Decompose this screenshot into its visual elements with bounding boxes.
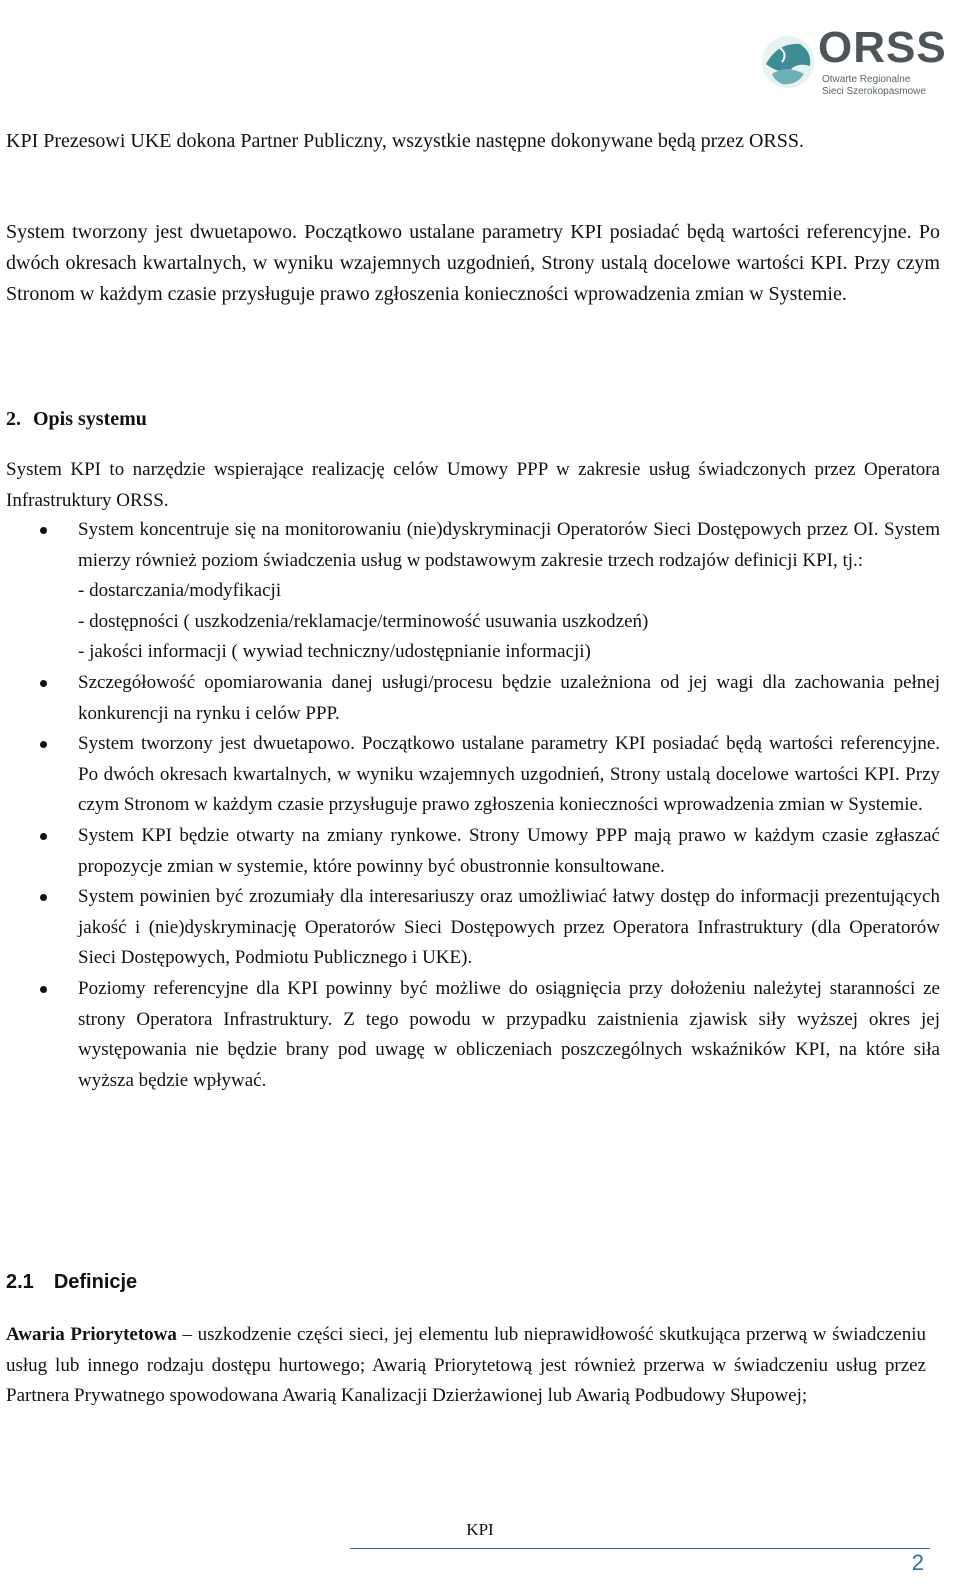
list-item (0, 974, 940, 1096)
definition-term: Awaria Priorytetowa (6, 1324, 177, 1345)
bullet-icon (40, 741, 47, 748)
bullet-icon (40, 527, 47, 534)
list-item-text: Poziomy referencyjne dla KPI powinny być możliwe do osiągnięcia przy dołożeniu należytej staranności ze strony Operatora Infrastruktury. Z tego powodu w przypadku zaistnienia zjawisk siły wyższej okres jej występowania nie będzie brany pod uwagę w obliczeniach poszczególnych wskaźników KPI, na które siła wyższa będzie wpływać. (78, 977, 940, 1091)
bullet-icon (40, 986, 47, 993)
list-item-text: System koncentruje się na monitorowaniu (nie)dyskryminacji Operatorów Sieci Dostępowych przez OI. System mierzy również poziom świadczenia usług w podstawowym zakresie trzech rodzajów definicji KPI, tj.: (78, 519, 940, 571)
definition-paragraph (6, 1320, 926, 1412)
list-item (0, 668, 940, 729)
section-heading-2-1 (6, 1267, 137, 1297)
definition-dash: – (176, 1324, 198, 1345)
list-item (0, 729, 940, 821)
sub-item: - dostępności ( uszkodzenia/reklamacje/terminowość usuwania uszkodzeń) (78, 610, 649, 632)
list-item-text: System powinien być zrozumiały dla interesariuszy oraz umożliwiać łatwy dostęp do informacji prezentujących jakość i (nie)dyskryminację Operatorów Sieci Dostępowych przez Operatora Infrastruktury (dla Operatorów Sieci Dostępowych, Podmiotu Publicznego i UKE). (78, 886, 940, 969)
globe-icon (760, 34, 816, 90)
list-item (0, 821, 940, 882)
list-item (0, 882, 940, 974)
section-number: 2. (6, 408, 21, 430)
section-title: Definicje (53, 1271, 138, 1293)
paragraph-kpi-prezes: KPI Prezesowi UKE dokona Partner Publiczny, wszystkie następne dokonywane będą przez ORSS. (6, 130, 804, 152)
footer-label: KPI (466, 1520, 494, 1539)
definition-text: uszkodzenie części sieci, jej elementu lub nieprawidłowość skutkująca przerwą w świadczeniu usług lub innego rodzaju dostępu hurtowego; Awarią Priorytetową jest również przerwa w świadczeniu usług przez Partnera Prywatnego spowodowana Awarią Kanalizacji Dzierżawionej lub Awarią Podbudowy Słupowej; (6, 1324, 927, 1407)
logo-subtitle-line1: Otwarte Regionalne (822, 74, 911, 85)
bullet-icon (40, 680, 47, 687)
sub-item: - dostarczania/modyfikacji (78, 580, 282, 602)
list-item-text: System KPI będzie otwarty na zmiany rynkowe. Strony Umowy PPP mają prawo w każdym czasie zgłaszać propozycje zmian w systemie, które powinny być obustronnie konsultowane. (78, 824, 940, 877)
bullet-list (0, 515, 940, 1096)
paragraph-system-two-stage: System tworzony jest dwuetapowo. Początkowo ustalane parametry KPI posiadać będą wartości referencyjne. Po dwóch okresach kwartalnych, w wyniku wzajemnych uzgodnień, Strony ustalą docelowe wartości KPI. Przy czym Stronom w każdym czasie przysługuje prawo zgłoszenia konieczności wprowadzenia zmian w Systemie. (6, 221, 940, 305)
section-title: Opis systemu (33, 408, 147, 430)
footer-divider (350, 1548, 930, 1549)
orss-logo (752, 12, 952, 98)
logo-subtitle-line2: Sieci Szerokopasmowe (822, 86, 926, 97)
bullet-icon (40, 894, 47, 901)
bullet-icon (40, 833, 47, 840)
list-item-text: Szczegółowość opomiarowania danej usługi/procesu będzie uzależniona od jej wagi dla zachowania pełnej konkurencji na rynku i celów PPP. (78, 671, 940, 724)
list-item (0, 515, 940, 668)
logo-wordmark: ORSS (818, 23, 947, 72)
list-item-text: System tworzony jest dwuetapowo. Początkowo ustalane parametry KPI posiadać będą wartości referencyjne. Po dwóch okresach kwartalnych, w wyniku wzajemnych uzgodnień, Strony ustalą docelowe wartości KPI. Przy czym Stronom w każdym czasie przysługuje prawo zgłoszenia konieczności wprowadzenia zmian w Systemie. (78, 733, 940, 816)
section-number: 2.1 (6, 1271, 34, 1293)
page-number: 2 (911, 1550, 924, 1575)
logo-subtitle (822, 74, 926, 98)
section-intro: System KPI to narzędzie wspierające realizację celów Umowy PPP w zakresie usług świadczonych przez Operatora Infrastruktury ORSS. (6, 459, 940, 511)
section-heading-2 (6, 404, 147, 435)
sub-item: - jakości informacji ( wywiad techniczny/udostępnianie informacji) (78, 641, 591, 663)
